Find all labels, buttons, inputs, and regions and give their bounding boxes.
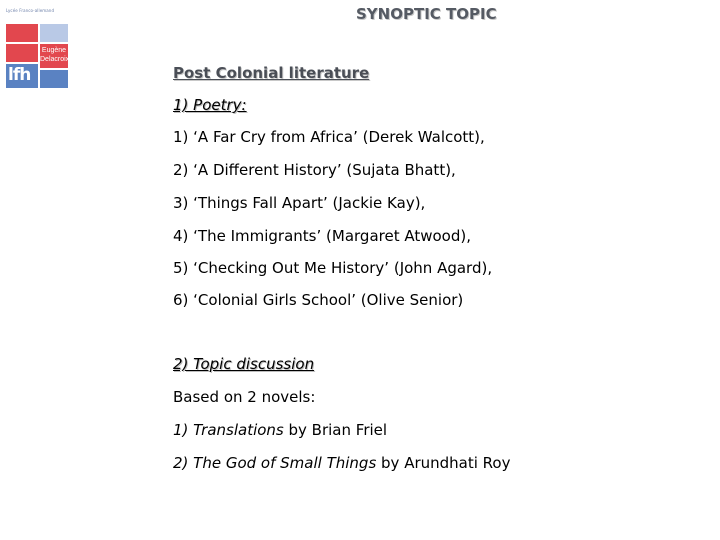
- school-logo: [6, 8, 72, 85]
- section-heading: Post Colonial literature: [173, 64, 370, 82]
- poem-item: 6) ‘Colonial Girls School’ (Olive Senior): [173, 291, 464, 309]
- slide-title: SYNOPTIC TOPIC: [356, 5, 497, 23]
- poem-item: 1) ‘A Far Cry from Africa’ (Derek Walcott),: [173, 128, 485, 146]
- logo-mark: lfh: [8, 65, 31, 85]
- topic-intro: Based on 2 novels:: [173, 388, 316, 406]
- poem-item: 2) ‘A Different History’ (Sujata Bhatt),: [173, 161, 456, 179]
- logo-block: [40, 24, 68, 42]
- logo-name-line-1: Eugène: [41, 47, 67, 54]
- poem-item: 5) ‘Checking Out Me History’ (John Agard),: [173, 259, 493, 277]
- logo-caption: Lycée Franco-allemand: [6, 8, 55, 13]
- poem-item: 4) ‘The Immigrants’ (Margaret Atwood),: [173, 227, 471, 245]
- novel-author: by Brian Friel: [283, 421, 388, 439]
- novel-item: [173, 454, 510, 472]
- logo-block: [6, 44, 38, 62]
- topic-label: 2) Topic discussion: [173, 355, 315, 373]
- poetry-label: 1) Poetry:: [173, 96, 247, 114]
- logo-school-name: [40, 46, 68, 64]
- novel-item: [173, 421, 387, 439]
- novel-title: 2) The God of Small Things: [173, 454, 377, 472]
- logo-block: [6, 24, 38, 42]
- poem-item: 3) ‘Things Fall Apart’ (Jackie Kay),: [173, 194, 426, 212]
- logo-block: [40, 70, 68, 88]
- novel-author: by Arundhati Roy: [376, 454, 511, 472]
- novel-title: 1) Translations: [173, 421, 284, 439]
- logo-name-line-2: Delacroix: [40, 56, 70, 63]
